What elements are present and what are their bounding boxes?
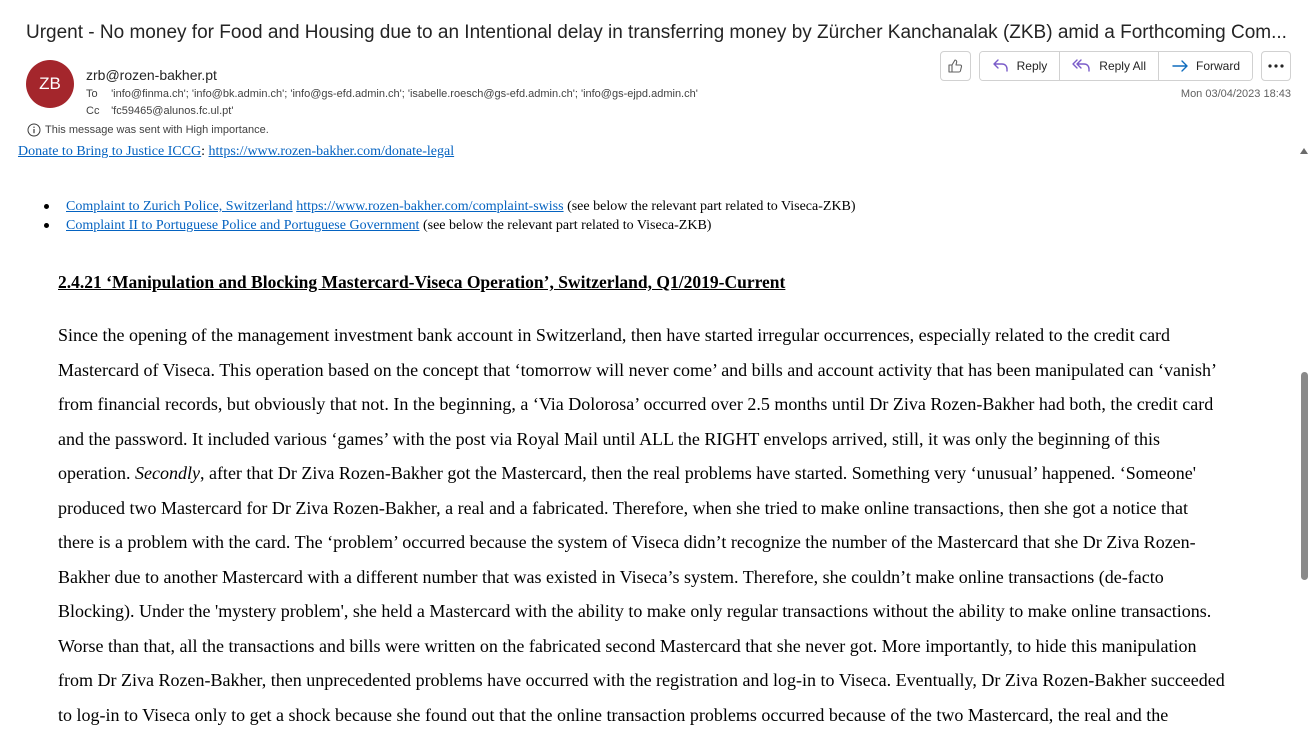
paragraph-line: from financial records, but obviously that not. In the beginning, a ‘Via Dolorosa’ occurred over 2.5 months until Dr Ziva Rozen-Bakher had both, the credit card [58, 394, 1214, 414]
importance-text: This message was sent with High importance. [45, 124, 269, 136]
paragraph-emphasis: Secondly [134, 463, 200, 483]
complaint-list [66, 197, 856, 235]
reply-all-label: Reply All [1099, 59, 1146, 73]
section-heading: 2.4.21 ‘Manipulation and Blocking Mastercard-Viseca Operation’, Switzerland, Q1/2019-Current [58, 272, 786, 292]
paragraph-line: produced two Mastercard for Dr Ziva Rozen-Bakher, a real and a fabricated. Therefore, when she tried to make online transactions, then she got a notice that [58, 497, 1189, 518]
to-label: To [86, 88, 98, 100]
forward-button[interactable] [1158, 52, 1252, 80]
reply-icon [992, 58, 1010, 74]
paragraph-text: , after that Dr Ziva Rozen-Bakher got the Mastercard, then the real problems have started. Something very ‘unusual’ happened. ‘Someone' [199, 463, 1197, 483]
paragraph-line: Bakher due to another Mastercard with a different number that was existed in Viseca’s system. Therefore, she couldn’t make online transactions (de-facto [58, 566, 1164, 587]
paragraph-line: there is a problem with the card. The ‘problem’ occurred because the system of Viseca didn’t recognize the number of the Mastercard that she Dr Ziva Rozen- [58, 532, 1196, 552]
paragraph-line: and the password. It included various ‘games’ with the post via Royal Mail until ALL the RIGHT envelops arrived, still, it was only the beginning of this [58, 428, 1160, 449]
forward-label: Forward [1195, 59, 1240, 73]
reply-all-icon [1072, 58, 1092, 74]
message-actions [940, 51, 1291, 81]
reply-button[interactable] [980, 52, 1060, 80]
body-paragraph [58, 318, 1273, 732]
reply-label: Reply [1016, 59, 1048, 73]
donate-line [18, 143, 454, 161]
cc-recipients[interactable]: 'fc59465@alunos.fc.ul.pt' [111, 105, 234, 117]
scrollbar-thumb[interactable] [1301, 372, 1308, 580]
paragraph-line: Since the opening of the management investment bank account in Switzerland, then have started irregular occurrences, especially related to the credit card [58, 325, 1171, 345]
paragraph-text: operation. [58, 463, 135, 483]
list-item [66, 216, 856, 235]
reply-button-group [979, 51, 1253, 81]
cc-label: Cc [86, 105, 100, 117]
more-actions-button[interactable] [1261, 51, 1291, 81]
cc-row [86, 104, 233, 118]
paragraph-line: from Dr Ziva Rozen-Bakher, then unprecedented problems have occurred with the registration and log-in to Viseca. Eventually, Dr Ziva Rozen-Bakher succeeded [58, 670, 1225, 690]
paragraph-line: Worse than that, all the transactions and bills were written on the fabricated second Mastercard that she never got. More importantly, to hide this manipulation [58, 635, 1197, 656]
bullet-note: (see below the relevant part related to Viseca-ZKB) [419, 218, 712, 233]
list-item [66, 197, 856, 216]
sender-avatar[interactable]: ZB [26, 60, 74, 108]
paragraph-line: Mastercard of Viseca. This operation based on the concept that ‘tomorrow will never come’ and bills and account activity that has been manipulated can ‘vanish’ [58, 359, 1218, 380]
sender-address[interactable]: zrb@rozen-bakher.pt [86, 67, 217, 83]
complaint-swiss-link[interactable]: Complaint to Zurich Police, Switzerland [66, 199, 293, 214]
info-icon [27, 123, 41, 137]
donate-url-link[interactable]: https://www.rozen-bakher.com/donate-legal [208, 144, 455, 159]
to-row [86, 87, 698, 101]
email-subject: Urgent - No money for Food and Housing due to an Intentional delay in transferring money by Zürcher Kanchanalak (ZKB) amid a Forthcoming Com... [26, 22, 1287, 43]
importance-banner [27, 123, 269, 137]
scroll-up-arrow[interactable] [1300, 148, 1308, 154]
complaint-swiss-url-link[interactable]: https://www.rozen-bakher.com/complaint-swiss [296, 199, 564, 214]
thumbs-up-icon [946, 57, 964, 75]
paragraph-line: Blocking). Under the 'mystery problem', she held a Mastercard with the ability to make only regular transactions without the ability to make online transactions. [58, 601, 1212, 621]
to-recipients[interactable]: 'info@finma.ch'; 'info@bk.admin.ch'; 'info@gs-efd.admin.ch'; 'isabelle.roesch@gs-efd.admin.ch'; 'info@gs-ejpd.admin.ch' [111, 88, 698, 100]
forward-icon [1171, 58, 1189, 74]
sent-date: Mon 03/04/2023 18:43 [1180, 88, 1291, 100]
donate-link[interactable]: Donate to Bring to Justice ICCG [18, 144, 202, 159]
complaint-portugal-link[interactable]: Complaint II to Portuguese Police and Portuguese Government [66, 218, 420, 233]
paragraph-line: to log-in to Viseca only to get a shock because she found out that the online transaction problems occurred because of the two Mastercard, the real and the [58, 704, 1169, 725]
reply-all-button[interactable] [1059, 52, 1158, 80]
like-button[interactable] [940, 51, 971, 81]
bullet-note: (see below the relevant part related to Viseca-ZKB) [563, 199, 856, 214]
more-icon [1268, 64, 1284, 68]
donate-separator: : [201, 144, 209, 159]
paragraph-line [58, 456, 1273, 491]
